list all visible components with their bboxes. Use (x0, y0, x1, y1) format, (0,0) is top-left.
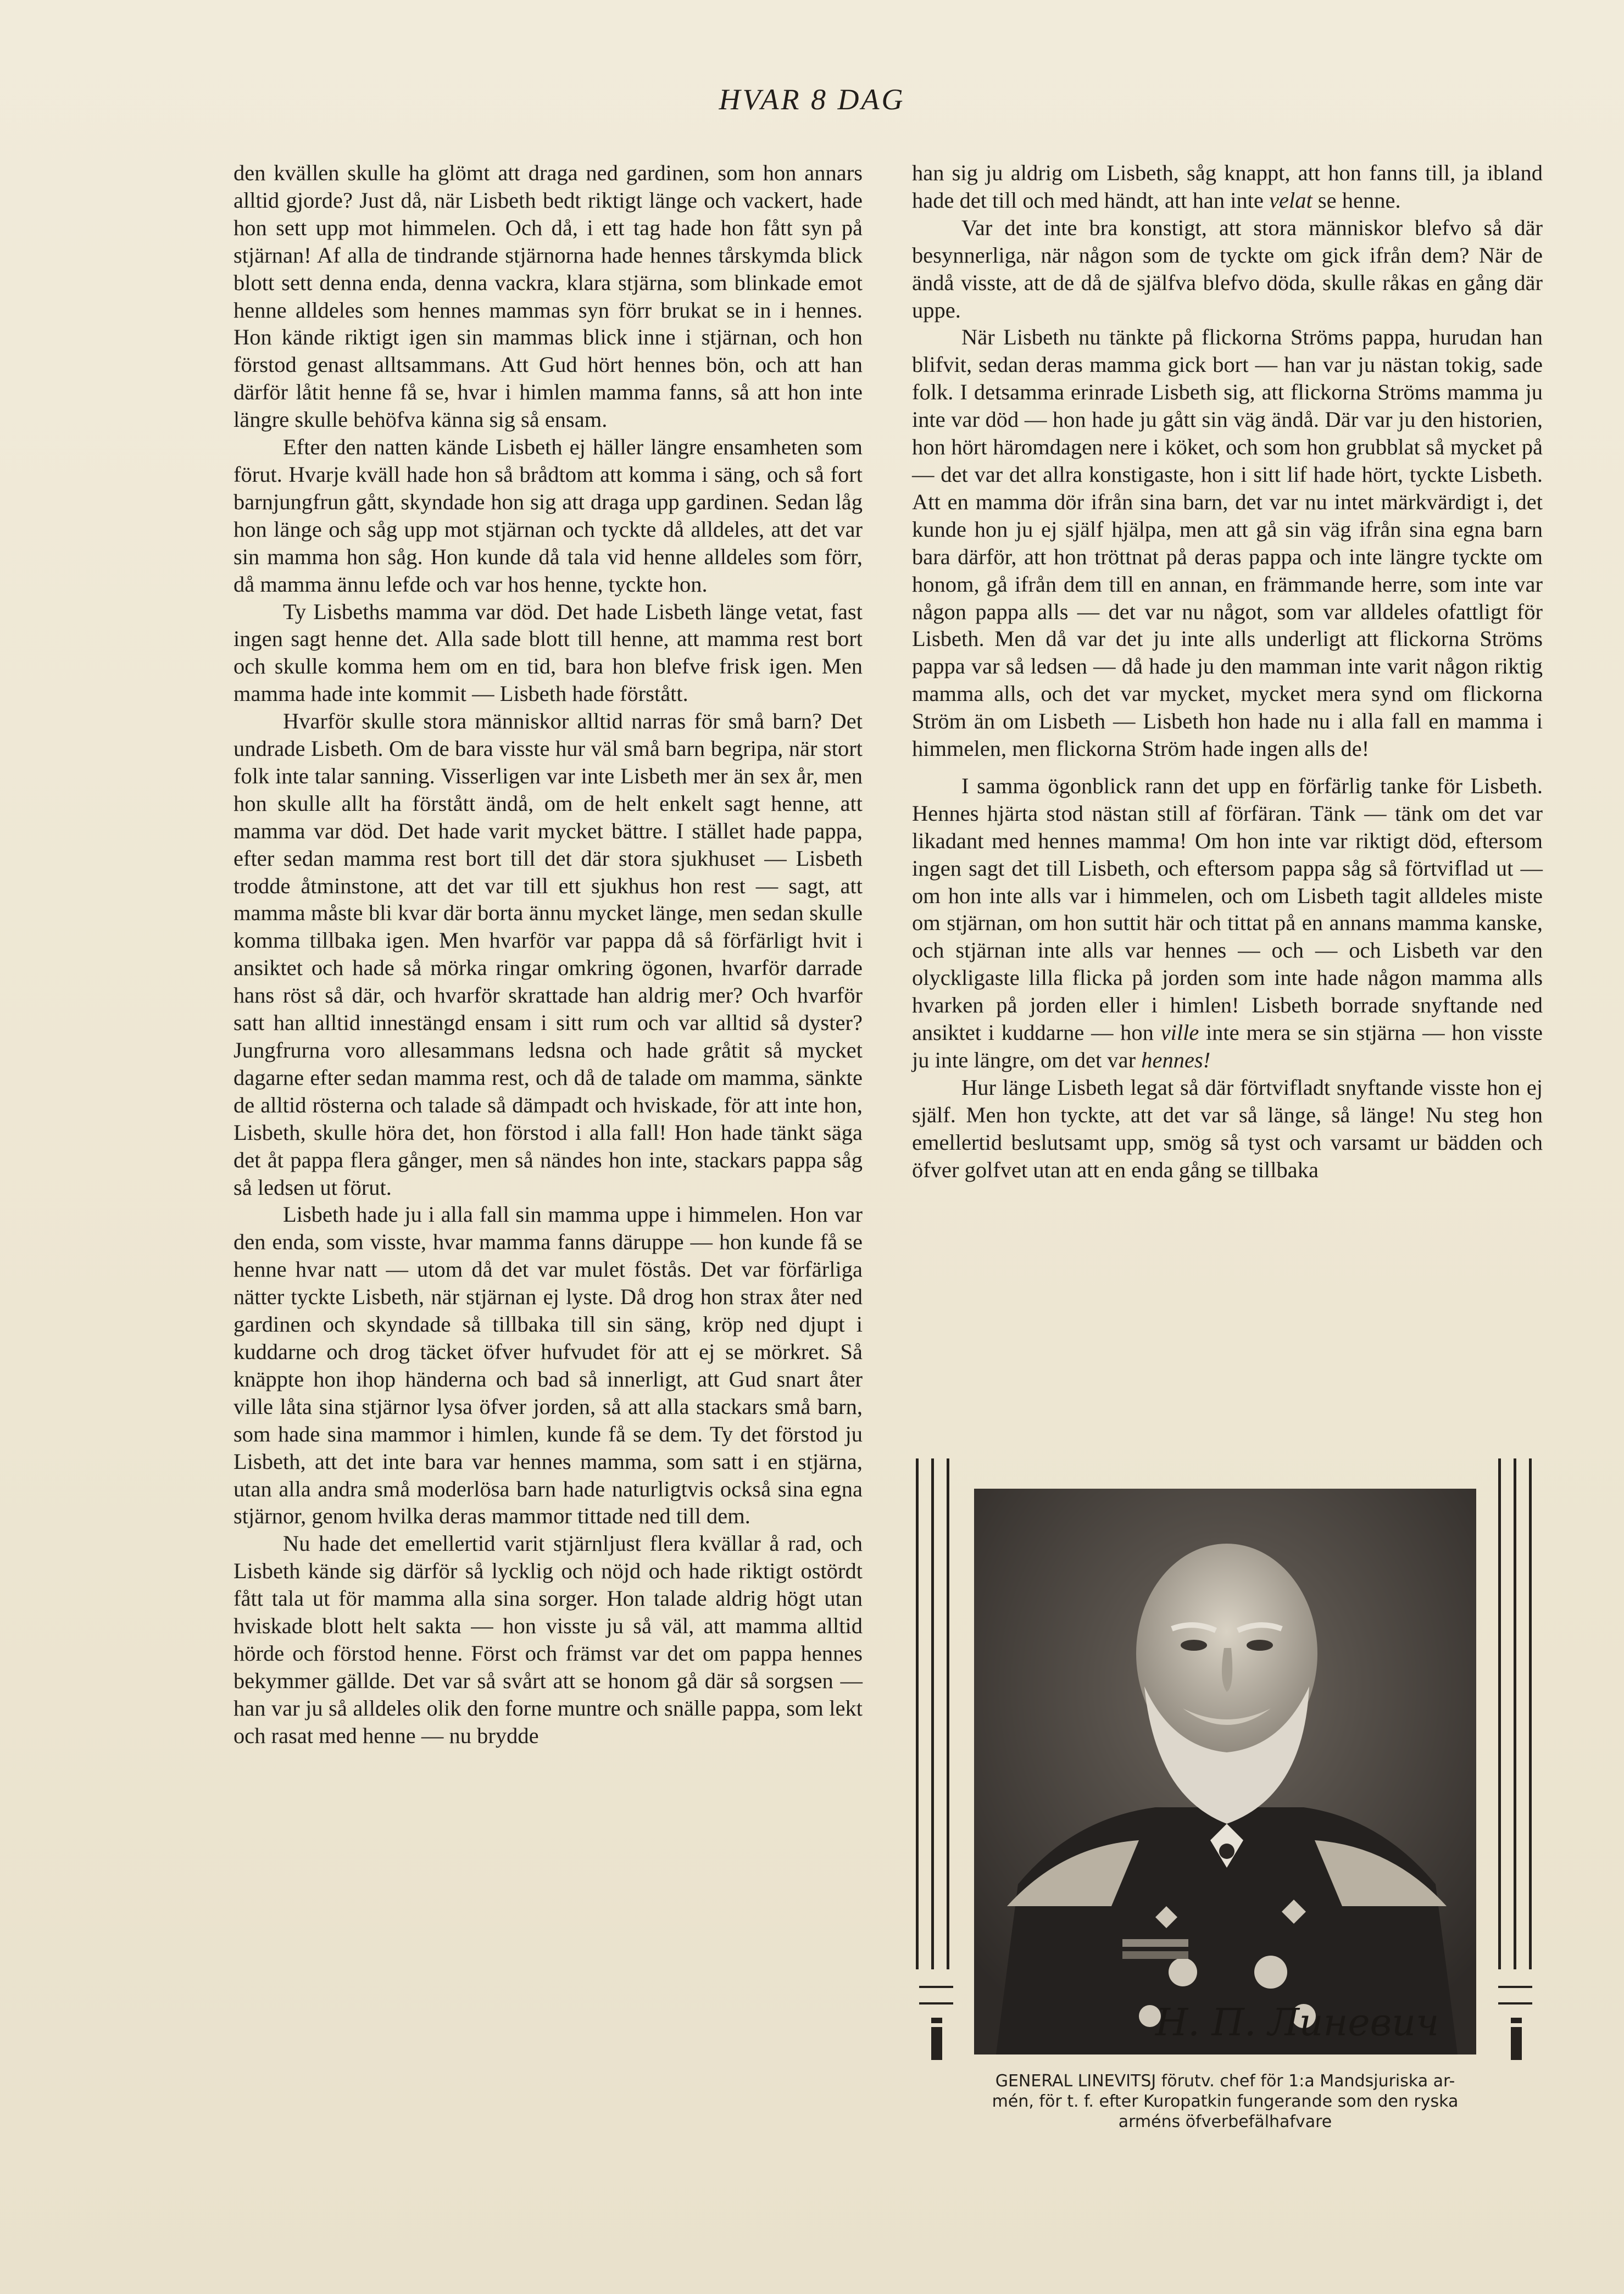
paragraph: När Lisbeth nu tänkte på flickorna Ströms pappa, hurudan han blifvit, sedan deras mamma gick bort — han var ju nästan tokig, sade folk. I detsamma erinrade Lisbeth sig, att flickorna Ströms mamma ju inte var död — hon hade ju gått sin väg ändå. Där var ju den historien, hon hört häromdagen nere i köket, och som hon grubblat så mycket på — det var det allra konstigaste, hon i sitt lif hade hört, tyckte Lisbeth. Att en mamma dör ifrån sina barn, det var nu intet märkvärdigt i, det kunde hon ju ej själf hjälpa, men att gå sin väg ifrån sina egna barn bara därför, att hon tröttnat på deras pappa och inte längre tyckte om honom, gå ifrån dem till en annan, en främmande herre, som inte var någon pappa alls — det var nu något, som var alldeles ofattligt för Lisbeth. Men då var det ju inte alls underligt att flickorna Ströms pappa var så ledsen — då hade ju den mamman inte varit någon riktig mamma alls, och det var mycket, mycket mera synd om flickorna Ström än om Lisbeth — Lisbeth hon hade nu i alla fall en mamma i himmelen, men flickorna Ström hade ingen alls de! (912, 325, 1543, 761)
paragraph: Ty Lisbeths mamma var död. Det hade Lisbeth länge vetat, fast ingen sagt henne det. Alla sade blott till henne, att mamma rest bort och skulle komma hem om en tid, bara hon blefve frisk igen. Men mamma hade inte kommit — Lisbeth hade förstått. (233, 599, 863, 706)
caption-line: arméns öfverbefälhafvare (1118, 2112, 1332, 2131)
general-portrait-photo (974, 1489, 1476, 2054)
italic-word: ville (1160, 1020, 1199, 1045)
left-column (233, 159, 863, 1750)
paragraph: Lisbeth hade ju i alla fall sin mamma uppe i himmelen. Hon var den enda, som visste, hvar mamma fanns däruppe — hon kunde få se henne hvar natt — utom då det var mulet föstås. Det var förfärliga nätter tyckte Lisbeth, när stjärnan ej lyste. Då drog hon strax åter ned gardinen och skyndade så tillbaka till sin säng, kröp ned djupt i kuddarne och drog täcket öfver hufvudet för att ej se mörkret. Så knäppte hon ihop händerna och bad så innerligt, att Gud snart åter ville låta sina stjärnor lysa öfver jorden, så att alla stackars små barn, som hade sina mammor i himlen, kunde få se dem. Ty det förstod ju Lisbeth, att det inte bara var hennes mamma, som satt i en stjärna, utan alla andra små moderlösa barn hade naturligtvis också sina egna stjärnor, genom hvilka deras mammor tittade ned till dem. (233, 1202, 863, 1529)
photo-caption (909, 2071, 1541, 2132)
right-column (912, 159, 1543, 1184)
text-run: se henne. (1312, 187, 1401, 213)
text-run: I samma ögonblick rann det upp en förfärlig tanke för Lisbeth. Hennes hjärta stod nästan still af förfäran. Tänk — tänk om det var likadant med hennes mamma! Om hon inte var riktigt död, eftersom ingen sagt det till Lisbeth, och eftersom pappa såg så förtviflad ut — om hon inte alls var i himmelen, och om Lisbeth tagit alldeles miste om stjärnan, om hon suttit här och tittat på en annans mamma kanske, och stjärnan inte alls var hennes — och — och Lisbeth var den olyckligaste lilla flicka på jorden som inte hade någon mamma alls hvarken på jorden eller i himlen! Lisbeth borrade snyftande ned ansiktet i kuddarne — hon (912, 773, 1543, 1045)
paragraph: Nu hade det emellertid varit stjärnljust flera kvällar å rad, och Lisbeth kände sig därför så lycklig och nöjd och hade riktigt ostördt fått tala ut för mamma alla sina sorger. Hon talade aldrig högt utan hviskade blott helt sakta — hon visste ju så väl, att mamma alltid hörde och förstod henne. Först och främst var det om pappa hennes bekymmer gällde. Det var så svårt att se honom gå där så sorgsen — han var ju så alldeles olik den forne muntre och snälle pappa, som lekt och rasat med henne — nu brydde (233, 1531, 863, 1748)
italic-word: velat (1269, 187, 1312, 213)
decorative-rules-left (909, 1458, 959, 2063)
decorative-rules-right (1492, 1458, 1541, 2063)
handwritten-signature: Н. П. Линевич (1155, 2001, 1439, 2045)
paragraph: Var det inte bra konstigt, att stora människor blefvo så där besynnerliga, när någon som de tyckte om gick ifrån dem? När de ändå visste, att de då de själfva blefvo döda, skulle råkas en gång där uppe. (912, 215, 1543, 322)
paragraph (912, 159, 1543, 214)
portrait-illustration (974, 1489, 1476, 2054)
running-header: HVAR 8 DAG (719, 83, 905, 116)
paragraph: Efter den natten kände Lisbeth ej häller längre ensamheten som förut. Hvarje kväll hade hon så brådtom att komma i säng, och så fort barnjungfrun gått, skyndade hon sig att draga upp gardinen. Sedan låg hon länge och såg upp mot stjärnan och tyckte då alldeles, att det var sin mamma hon såg. Hon kunde då tala vid henne alldeles som förr, då mamma ännu lefde och var hos henne, tyckte hon. (233, 435, 863, 597)
text-run: han sig ju aldrig om Lisbeth, såg knappt, att hon fanns till, ja ibland hade det till och med händt, att han inte (912, 160, 1543, 213)
paragraph (912, 772, 1543, 1074)
text-run: inte mera se sin stjärna — hon visste ju inte längre, om det var (912, 1020, 1543, 1072)
portrait-frame (909, 1458, 1541, 2068)
paragraph: Hvarför skulle stora människor alltid narras för små barn? Det undrade Lisbeth. Om de bara visste hur väl små barn begripa, när stort folk inte talar sanning. Visserligen var inte Lisbeth mer än sex år, men hon skulle allt ha förstått ändå, om de helt enkelt sagt henne, att mamma var död. Det hade varit mycket bättre. I stället hade pappa, efter sedan mamma rest bort till det där stora sjukhuset — Lisbeth trodde åtminstone, att det var till ett sjukhus hon rest — sagt, att mamma måste bli kvar där borta ännu mycket länge, men sedan skulle komma tillbaka igen. Men hvarför var pappa då så förfärligt hvit i ansiktet och hade så mörka ringar omkring ögonen, hvarför darrade hans röst så där, och hvarför skrattade han aldrig mer? Och hvarför satt han alltid innestängd ensam i sitt rum och var alltid så dyster? Jungfrurna voro allesammans ledsna och hade gråtit så mycket dagarne efter sedan mamma rest, och då de talade om mamma, sänkte de alltid rösterna och talade så dämpadt och hviskade, för att inte hon, Lisbeth, skulle höra det, hon förstod i alla fall! Hon hade tänkt säga det åt pappa flera gånger, men så nändes hon inte, stackars pappa såg så ledsen ut förut. (233, 709, 863, 1200)
caption-line: mén, för t. f. efter Kuropatkin fungerande som den ryska (992, 2092, 1459, 2111)
paragraph: Hur länge Lisbeth legat så där förtvifladt snyftande visste hon ej själf. Men hon tyckte, att det var så länge, så länge! Nu steg hon emellertid beslutsamt upp, smög så tyst och varsamt ur bädden och öfver golfvet utan att en enda gång se tillbaka (912, 1074, 1543, 1182)
italic-word: hennes! (1141, 1048, 1211, 1072)
caption-line: GENERAL LINEVITSJ förutv. chef för 1:a Mandsjuriska ar- (995, 2072, 1455, 2091)
paragraph: den kvällen skulle ha glömt att draga ned gardinen, som hon annars alltid gjorde? Just då, när Lisbeth bedt riktigt länge och vackert, hade hon sett upp mot himmelen. Och då, i ett tag hade hon fått syn på stjärnan! Af alla de tindrande stjärnorna hade hennes tårskymda blick blott sett denna enda, denna vackra, klara stjärna, som blinkade emot henne alldeles som hennes mammas syn förr brukat se in i hennes. Hon kände riktigt igen sin mammas blick inne i stjärnan, och hon förstod genast alltsammans. Att Gud hört hennes bön, och att han därför låtit henne få se, hvar i himlen mamma fanns, så att hon inte längre skulle behöfva känna sig så ensam. (233, 160, 863, 432)
